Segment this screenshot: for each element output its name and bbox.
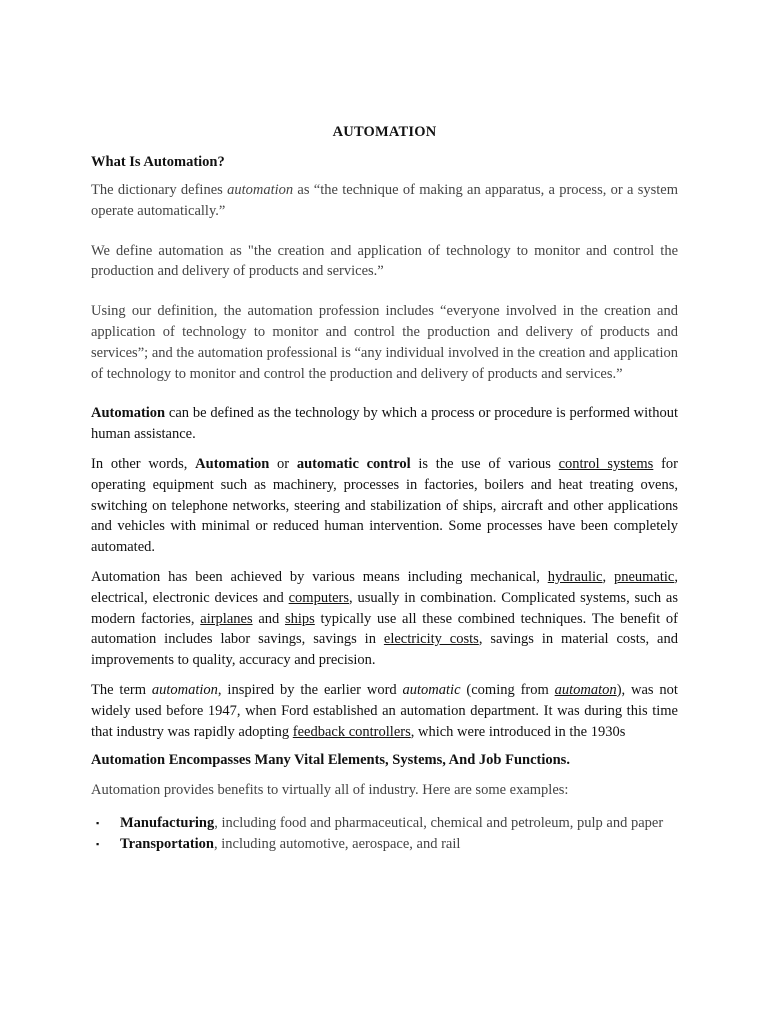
text-run: can be defined as the technology by which a process or procedure is performed without human assistance.: [91, 405, 678, 443]
text-run: for operating equipment such as machinery, processes in factories, boilers and heat treating ovens, switching on telephone networks, steering and stabilization of ships, aircraft and other applications and vehicles with minimal or reduced human intervention. Some processes have been completely automated.: [91, 455, 678, 556]
link-airplanes[interactable]: airplanes: [200, 610, 253, 627]
list-item: [91, 834, 678, 855]
paragraph-means: [91, 567, 678, 671]
link-pneumatic[interactable]: pneumatic: [613, 568, 675, 585]
text-run: Automation has been achieved by various means including mechanical,: [91, 568, 548, 585]
document-title: AUTOMATION: [332, 124, 437, 140]
text-run: , inspired by the earlier word: [217, 681, 403, 698]
text-run: , which were introduced in the 1930s: [410, 723, 626, 740]
link-ships[interactable]: ships: [284, 610, 315, 627]
paragraph-benefits: Automation provides benefits to virtually all of industry. Here are some examples:: [91, 782, 569, 799]
paragraph-automation-defined: [91, 403, 678, 445]
link-electricity-costs[interactable]: electricity costs: [383, 631, 479, 648]
link-hydraulic[interactable]: hydraulic: [547, 568, 603, 585]
list-item: [91, 813, 678, 834]
italic-term: automation: [151, 681, 218, 698]
link-automaton[interactable]: automaton: [554, 681, 617, 698]
bold-term: Manufacturing: [120, 815, 215, 832]
italic-term: automation: [227, 182, 294, 198]
text-run: , electrical, electronic devices and: [91, 568, 678, 606]
paragraph-our-definition: We define automation as "the creation and application of technology to monitor and control the production and delivery of products and services.”: [91, 242, 678, 280]
bullet-icon: ▪: [96, 838, 100, 849]
text-run: , savings in material costs, and improvements to quality, accuracy and precision.: [91, 631, 678, 669]
link-control-systems[interactable]: control systems: [558, 455, 654, 472]
link-feedback-controllers[interactable]: feedback controllers: [292, 723, 411, 740]
text-run: In other words,: [91, 455, 196, 472]
link-computers[interactable]: computers: [288, 589, 350, 606]
text-run: , usually in combination. Complicated systems, such as modern factories,: [91, 589, 678, 627]
bold-term: automatic control: [296, 455, 411, 472]
text-run: as “the technique of making an apparatus, a process, or a system operate automatically.”: [91, 182, 679, 219]
bold-term: Automation: [91, 405, 166, 422]
text-run: and: [252, 610, 285, 627]
text-run: (coming from: [460, 681, 555, 698]
paragraph-dictionary-definition: [91, 180, 678, 222]
bullet-icon: ▪: [96, 818, 100, 829]
text-run: typically use all these combined techniques. The benefit of automation includes labor savings, savings in: [91, 610, 679, 648]
paragraph-term-history: [91, 680, 678, 742]
text-run: The dictionary defines: [91, 182, 228, 198]
text-run: ), was not widely used before 1947, when Ford established an automation department. It was during this time that industry was rapidly adopting: [91, 681, 678, 740]
text-run: The term: [91, 681, 152, 698]
italic-term: automatic: [402, 681, 461, 698]
paragraph-profession-definition: Using our definition, the automation profession includes “everyone involved in the creation and application of technology to monitor and control the production and delivery of products and services”; and the automation professional is “any individual involved in the creation and application of technology to monitor and control the production and delivery of products and services.”: [91, 303, 678, 382]
document-page: [91, 122, 678, 855]
paragraph-other-words: [91, 454, 678, 558]
bold-term: Automation: [195, 455, 270, 472]
text-run: is the use of various: [410, 455, 559, 472]
section-heading-vital-elements: Automation Encompasses Many Vital Elements, Systems, And Job Functions.: [91, 752, 570, 769]
bold-term: Transportation: [120, 835, 214, 852]
text-run: or: [269, 455, 297, 472]
text-run: ,: [602, 568, 614, 585]
section-heading-what-is-automation: What Is Automation?: [91, 154, 225, 170]
text-run: , including automotive, aerospace, and rail: [214, 835, 461, 852]
industry-examples-list: [91, 813, 678, 855]
text-run: , including food and pharmaceutical, chemical and petroleum, pulp and paper: [214, 815, 664, 832]
